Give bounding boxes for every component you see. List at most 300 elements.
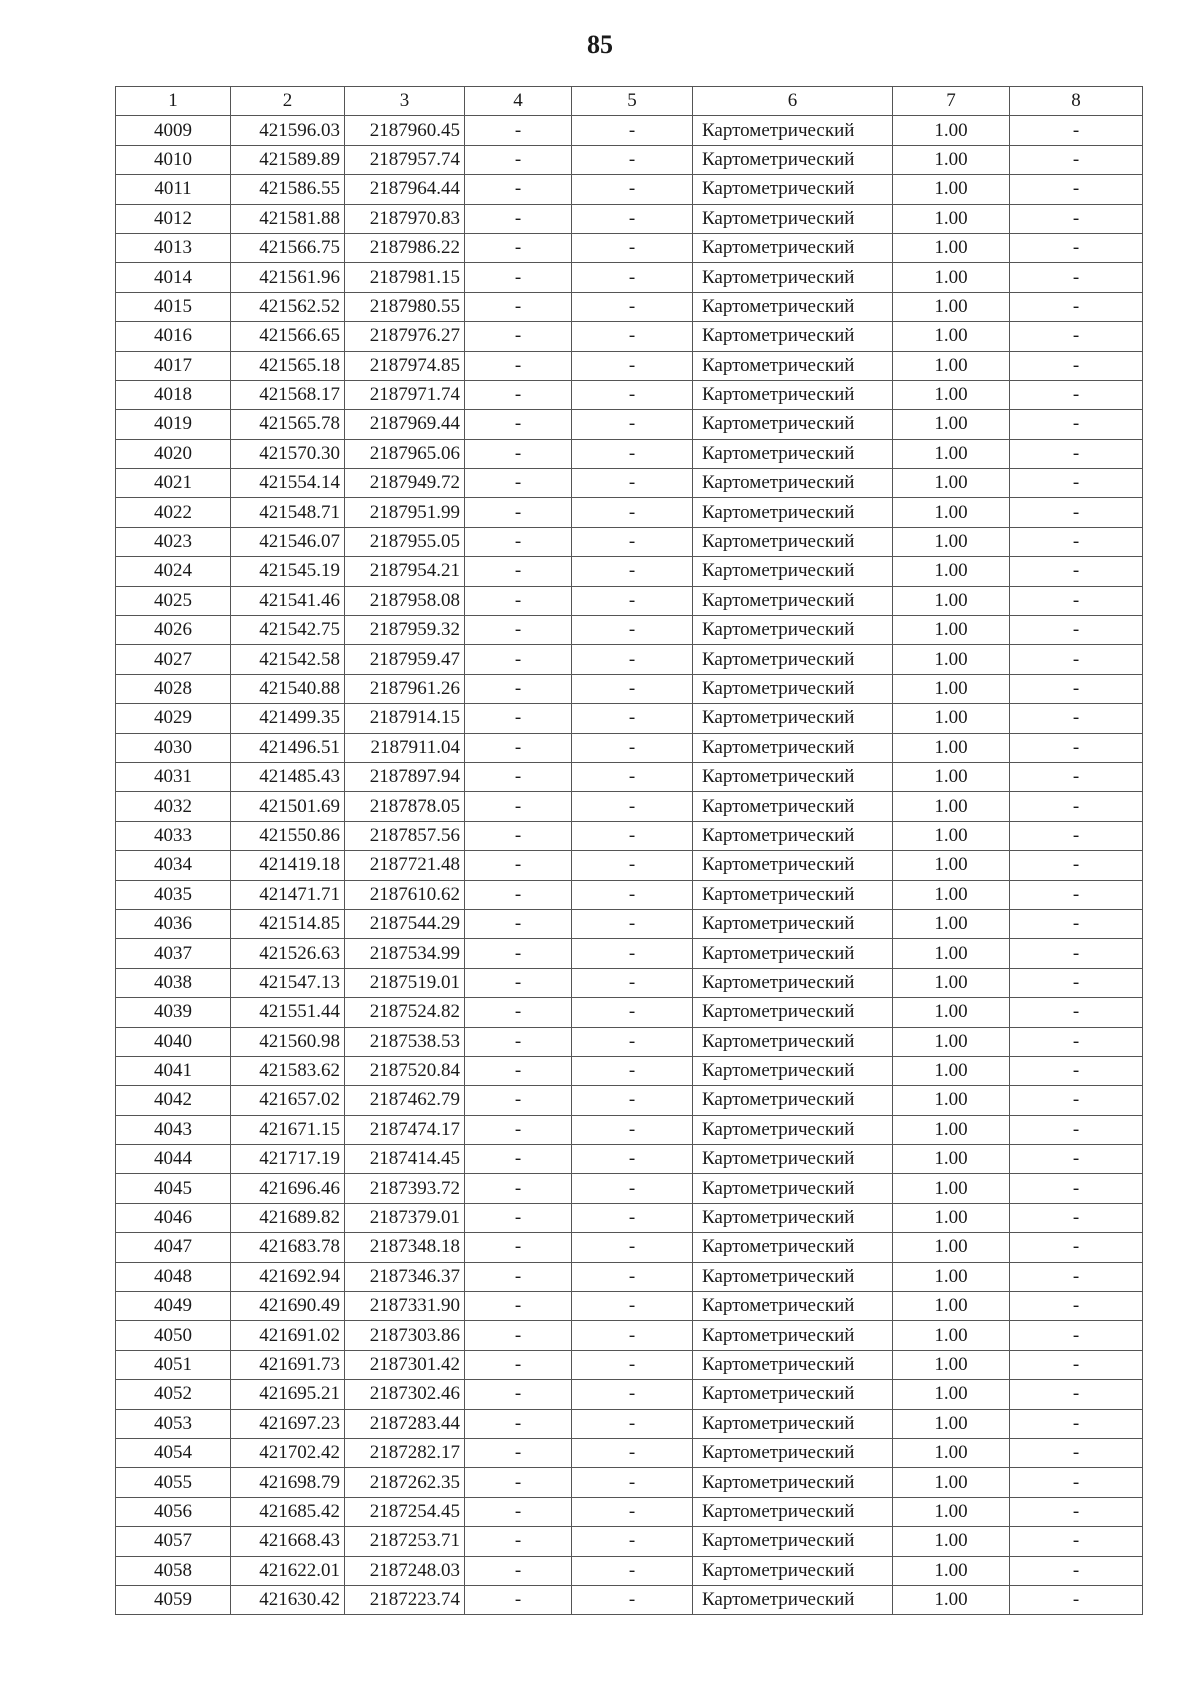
accuracy-cell: 1.00 bbox=[893, 1556, 1010, 1585]
col5-cell: - bbox=[572, 998, 693, 1027]
col5-cell: - bbox=[572, 439, 693, 468]
point-number-cell: 4046 bbox=[116, 1203, 231, 1232]
accuracy-cell: 1.00 bbox=[893, 880, 1010, 909]
x-coordinate-cell: 421717.19 bbox=[231, 1145, 345, 1174]
table-row bbox=[116, 704, 1143, 733]
method-cell: Картометрический bbox=[693, 1086, 893, 1115]
accuracy-cell: 1.00 bbox=[893, 292, 1010, 321]
col4-cell: - bbox=[465, 292, 572, 321]
x-coordinate-cell: 421542.75 bbox=[231, 616, 345, 645]
col4-cell: - bbox=[465, 909, 572, 938]
col4-cell: - bbox=[465, 851, 572, 880]
method-cell: Картометрический bbox=[693, 527, 893, 556]
table-row bbox=[116, 1468, 1143, 1497]
method-cell: Картометрический bbox=[693, 1321, 893, 1350]
point-number-cell: 4030 bbox=[116, 733, 231, 762]
x-coordinate-cell: 421690.49 bbox=[231, 1292, 345, 1321]
accuracy-cell: 1.00 bbox=[893, 733, 1010, 762]
table-row bbox=[116, 1203, 1143, 1232]
col8-cell: - bbox=[1010, 1262, 1143, 1291]
col8-cell: - bbox=[1010, 1350, 1143, 1379]
col4-cell: - bbox=[465, 1056, 572, 1085]
accuracy-cell: 1.00 bbox=[893, 851, 1010, 880]
col4-cell: - bbox=[465, 498, 572, 527]
col4-cell: - bbox=[465, 233, 572, 262]
col8-cell: - bbox=[1010, 1027, 1143, 1056]
method-cell: Картометрический bbox=[693, 410, 893, 439]
col8-cell: - bbox=[1010, 616, 1143, 645]
method-cell: Картометрический bbox=[693, 762, 893, 791]
col8-cell: - bbox=[1010, 1292, 1143, 1321]
method-cell: Картометрический bbox=[693, 645, 893, 674]
col5-cell: - bbox=[572, 116, 693, 145]
method-cell: Картометрический bbox=[693, 939, 893, 968]
y-coordinate-cell: 2187519.01 bbox=[345, 968, 465, 997]
table-row bbox=[116, 1086, 1143, 1115]
x-coordinate-cell: 421554.14 bbox=[231, 469, 345, 498]
point-number-cell: 4038 bbox=[116, 968, 231, 997]
point-number-cell: 4011 bbox=[116, 175, 231, 204]
x-coordinate-cell: 421691.02 bbox=[231, 1321, 345, 1350]
accuracy-cell: 1.00 bbox=[893, 821, 1010, 850]
x-coordinate-cell: 421696.46 bbox=[231, 1174, 345, 1203]
col8-cell: - bbox=[1010, 1086, 1143, 1115]
col4-cell: - bbox=[465, 1497, 572, 1526]
point-number-cell: 4023 bbox=[116, 527, 231, 556]
col8-cell: - bbox=[1010, 1145, 1143, 1174]
method-cell: Картометрический bbox=[693, 1527, 893, 1556]
y-coordinate-cell: 2187964.44 bbox=[345, 175, 465, 204]
y-coordinate-cell: 2187253.71 bbox=[345, 1527, 465, 1556]
accuracy-cell: 1.00 bbox=[893, 1438, 1010, 1467]
col4-cell: - bbox=[465, 616, 572, 645]
col5-cell: - bbox=[572, 733, 693, 762]
point-number-cell: 4024 bbox=[116, 557, 231, 586]
y-coordinate-cell: 2187980.55 bbox=[345, 292, 465, 321]
x-coordinate-cell: 421546.07 bbox=[231, 527, 345, 556]
method-cell: Картометрический bbox=[693, 704, 893, 733]
accuracy-cell: 1.00 bbox=[893, 645, 1010, 674]
x-coordinate-cell: 421622.01 bbox=[231, 1556, 345, 1585]
accuracy-cell: 1.00 bbox=[893, 1233, 1010, 1262]
col5-cell: - bbox=[572, 616, 693, 645]
method-cell: Картометрический bbox=[693, 204, 893, 233]
column-header: 1 bbox=[116, 87, 231, 116]
table-row bbox=[116, 1115, 1143, 1144]
point-number-cell: 4017 bbox=[116, 351, 231, 380]
y-coordinate-cell: 2187414.45 bbox=[345, 1145, 465, 1174]
column-header: 2 bbox=[231, 87, 345, 116]
x-coordinate-cell: 421485.43 bbox=[231, 762, 345, 791]
col5-cell: - bbox=[572, 1380, 693, 1409]
col8-cell: - bbox=[1010, 586, 1143, 615]
accuracy-cell: 1.00 bbox=[893, 322, 1010, 351]
point-number-cell: 4018 bbox=[116, 380, 231, 409]
col8-cell: - bbox=[1010, 1468, 1143, 1497]
point-number-cell: 4036 bbox=[116, 909, 231, 938]
x-coordinate-cell: 421550.86 bbox=[231, 821, 345, 850]
col4-cell: - bbox=[465, 645, 572, 674]
col4-cell: - bbox=[465, 1115, 572, 1144]
method-cell: Картометрический bbox=[693, 1203, 893, 1232]
point-number-cell: 4059 bbox=[116, 1585, 231, 1614]
col8-cell: - bbox=[1010, 704, 1143, 733]
col4-cell: - bbox=[465, 527, 572, 556]
page-number: 85 bbox=[587, 30, 613, 59]
col5-cell: - bbox=[572, 145, 693, 174]
col5-cell: - bbox=[572, 792, 693, 821]
table-row bbox=[116, 821, 1143, 850]
accuracy-cell: 1.00 bbox=[893, 909, 1010, 938]
col5-cell: - bbox=[572, 175, 693, 204]
accuracy-cell: 1.00 bbox=[893, 1145, 1010, 1174]
col5-cell: - bbox=[572, 851, 693, 880]
col5-cell: - bbox=[572, 1321, 693, 1350]
col4-cell: - bbox=[465, 263, 572, 292]
col4-cell: - bbox=[465, 704, 572, 733]
method-cell: Картометрический bbox=[693, 1292, 893, 1321]
y-coordinate-cell: 2187393.72 bbox=[345, 1174, 465, 1203]
method-cell: Картометрический bbox=[693, 175, 893, 204]
accuracy-cell: 1.00 bbox=[893, 792, 1010, 821]
y-coordinate-cell: 2187248.03 bbox=[345, 1556, 465, 1585]
point-number-cell: 4033 bbox=[116, 821, 231, 850]
accuracy-cell: 1.00 bbox=[893, 1174, 1010, 1203]
method-cell: Картометрический bbox=[693, 1468, 893, 1497]
y-coordinate-cell: 2187897.94 bbox=[345, 762, 465, 791]
accuracy-cell: 1.00 bbox=[893, 233, 1010, 262]
point-number-cell: 4057 bbox=[116, 1527, 231, 1556]
col8-cell: - bbox=[1010, 1527, 1143, 1556]
table-row bbox=[116, 1027, 1143, 1056]
x-coordinate-cell: 421689.82 bbox=[231, 1203, 345, 1232]
method-cell: Картометрический bbox=[693, 498, 893, 527]
col4-cell: - bbox=[465, 1203, 572, 1232]
col5-cell: - bbox=[572, 1409, 693, 1438]
method-cell: Картометрический bbox=[693, 1115, 893, 1144]
point-number-cell: 4040 bbox=[116, 1027, 231, 1056]
y-coordinate-cell: 2187524.82 bbox=[345, 998, 465, 1027]
x-coordinate-cell: 421565.78 bbox=[231, 410, 345, 439]
table-row bbox=[116, 410, 1143, 439]
table-row bbox=[116, 233, 1143, 262]
table-row bbox=[116, 733, 1143, 762]
col5-cell: - bbox=[572, 527, 693, 556]
col4-cell: - bbox=[465, 674, 572, 703]
accuracy-cell: 1.00 bbox=[893, 1380, 1010, 1409]
accuracy-cell: 1.00 bbox=[893, 1585, 1010, 1614]
x-coordinate-cell: 421565.18 bbox=[231, 351, 345, 380]
col8-cell: - bbox=[1010, 410, 1143, 439]
col8-cell: - bbox=[1010, 145, 1143, 174]
method-cell: Картометрический bbox=[693, 557, 893, 586]
column-header: 6 bbox=[693, 87, 893, 116]
col4-cell: - bbox=[465, 968, 572, 997]
x-coordinate-cell: 421668.43 bbox=[231, 1527, 345, 1556]
table-row bbox=[116, 1350, 1143, 1379]
col8-cell: - bbox=[1010, 1233, 1143, 1262]
table-row bbox=[116, 469, 1143, 498]
col4-cell: - bbox=[465, 1027, 572, 1056]
y-coordinate-cell: 2187949.72 bbox=[345, 469, 465, 498]
point-number-cell: 4050 bbox=[116, 1321, 231, 1350]
table-row bbox=[116, 1585, 1143, 1614]
point-number-cell: 4032 bbox=[116, 792, 231, 821]
x-coordinate-cell: 421570.30 bbox=[231, 439, 345, 468]
x-coordinate-cell: 421526.63 bbox=[231, 939, 345, 968]
method-cell: Картометрический bbox=[693, 851, 893, 880]
x-coordinate-cell: 421542.58 bbox=[231, 645, 345, 674]
method-cell: Картометрический bbox=[693, 821, 893, 850]
accuracy-cell: 1.00 bbox=[893, 998, 1010, 1027]
point-number-cell: 4047 bbox=[116, 1233, 231, 1262]
col5-cell: - bbox=[572, 880, 693, 909]
method-cell: Картометрический bbox=[693, 1350, 893, 1379]
column-header: 8 bbox=[1010, 87, 1143, 116]
col5-cell: - bbox=[572, 1027, 693, 1056]
table-row bbox=[116, 527, 1143, 556]
method-cell: Картометрический bbox=[693, 322, 893, 351]
x-coordinate-cell: 421560.98 bbox=[231, 1027, 345, 1056]
y-coordinate-cell: 2187262.35 bbox=[345, 1468, 465, 1497]
x-coordinate-cell: 421545.19 bbox=[231, 557, 345, 586]
col4-cell: - bbox=[465, 322, 572, 351]
y-coordinate-cell: 2187303.86 bbox=[345, 1321, 465, 1350]
x-coordinate-cell: 421496.51 bbox=[231, 733, 345, 762]
x-coordinate-cell: 421568.17 bbox=[231, 380, 345, 409]
table-row bbox=[116, 175, 1143, 204]
col8-cell: - bbox=[1010, 939, 1143, 968]
col5-cell: - bbox=[572, 1438, 693, 1467]
y-coordinate-cell: 2187911.04 bbox=[345, 733, 465, 762]
y-coordinate-cell: 2187986.22 bbox=[345, 233, 465, 262]
x-coordinate-cell: 421561.96 bbox=[231, 263, 345, 292]
point-number-cell: 4058 bbox=[116, 1556, 231, 1585]
y-coordinate-cell: 2187959.32 bbox=[345, 616, 465, 645]
point-number-cell: 4027 bbox=[116, 645, 231, 674]
method-cell: Картометрический bbox=[693, 1497, 893, 1526]
col8-cell: - bbox=[1010, 792, 1143, 821]
table-row bbox=[116, 586, 1143, 615]
col5-cell: - bbox=[572, 410, 693, 439]
method-cell: Картометрический bbox=[693, 469, 893, 498]
x-coordinate-cell: 421657.02 bbox=[231, 1086, 345, 1115]
table-row bbox=[116, 1438, 1143, 1467]
col8-cell: - bbox=[1010, 1203, 1143, 1232]
table-row bbox=[116, 968, 1143, 997]
col5-cell: - bbox=[572, 704, 693, 733]
y-coordinate-cell: 2187721.48 bbox=[345, 851, 465, 880]
x-coordinate-cell: 421566.65 bbox=[231, 322, 345, 351]
table-row bbox=[116, 1527, 1143, 1556]
point-number-cell: 4031 bbox=[116, 762, 231, 791]
column-header: 5 bbox=[572, 87, 693, 116]
col4-cell: - bbox=[465, 1585, 572, 1614]
col8-cell: - bbox=[1010, 645, 1143, 674]
accuracy-cell: 1.00 bbox=[893, 527, 1010, 556]
y-coordinate-cell: 2187379.01 bbox=[345, 1203, 465, 1232]
accuracy-cell: 1.00 bbox=[893, 1292, 1010, 1321]
table-row bbox=[116, 880, 1143, 909]
method-cell: Картометрический bbox=[693, 1174, 893, 1203]
col8-cell: - bbox=[1010, 263, 1143, 292]
table-row bbox=[116, 292, 1143, 321]
col8-cell: - bbox=[1010, 380, 1143, 409]
col5-cell: - bbox=[572, 292, 693, 321]
col4-cell: - bbox=[465, 792, 572, 821]
col8-cell: - bbox=[1010, 527, 1143, 556]
x-coordinate-cell: 421562.52 bbox=[231, 292, 345, 321]
col8-cell: - bbox=[1010, 1585, 1143, 1614]
table-row bbox=[116, 1056, 1143, 1085]
col5-cell: - bbox=[572, 1527, 693, 1556]
col4-cell: - bbox=[465, 821, 572, 850]
col8-cell: - bbox=[1010, 351, 1143, 380]
col5-cell: - bbox=[572, 586, 693, 615]
method-cell: Картометрический bbox=[693, 116, 893, 145]
method-cell: Картометрический bbox=[693, 1438, 893, 1467]
col5-cell: - bbox=[572, 1174, 693, 1203]
x-coordinate-cell: 421685.42 bbox=[231, 1497, 345, 1526]
accuracy-cell: 1.00 bbox=[893, 762, 1010, 791]
y-coordinate-cell: 2187878.05 bbox=[345, 792, 465, 821]
point-number-cell: 4028 bbox=[116, 674, 231, 703]
table-row bbox=[116, 1409, 1143, 1438]
col5-cell: - bbox=[572, 1115, 693, 1144]
col8-cell: - bbox=[1010, 469, 1143, 498]
point-number-cell: 4041 bbox=[116, 1056, 231, 1085]
y-coordinate-cell: 2187960.45 bbox=[345, 116, 465, 145]
accuracy-cell: 1.00 bbox=[893, 968, 1010, 997]
y-coordinate-cell: 2187951.99 bbox=[345, 498, 465, 527]
method-cell: Картометрический bbox=[693, 1233, 893, 1262]
col8-cell: - bbox=[1010, 968, 1143, 997]
y-coordinate-cell: 2187971.74 bbox=[345, 380, 465, 409]
x-coordinate-cell: 421501.69 bbox=[231, 792, 345, 821]
col8-cell: - bbox=[1010, 292, 1143, 321]
point-number-cell: 4025 bbox=[116, 586, 231, 615]
col8-cell: - bbox=[1010, 233, 1143, 262]
accuracy-cell: 1.00 bbox=[893, 145, 1010, 174]
col5-cell: - bbox=[572, 909, 693, 938]
col8-cell: - bbox=[1010, 1556, 1143, 1585]
col8-cell: - bbox=[1010, 762, 1143, 791]
col5-cell: - bbox=[572, 380, 693, 409]
accuracy-cell: 1.00 bbox=[893, 939, 1010, 968]
table-row bbox=[116, 145, 1143, 174]
col5-cell: - bbox=[572, 1233, 693, 1262]
accuracy-cell: 1.00 bbox=[893, 498, 1010, 527]
x-coordinate-cell: 421548.71 bbox=[231, 498, 345, 527]
table-row bbox=[116, 762, 1143, 791]
col5-cell: - bbox=[572, 1145, 693, 1174]
method-cell: Картометрический bbox=[693, 1262, 893, 1291]
accuracy-cell: 1.00 bbox=[893, 175, 1010, 204]
x-coordinate-cell: 421596.03 bbox=[231, 116, 345, 145]
col8-cell: - bbox=[1010, 821, 1143, 850]
col5-cell: - bbox=[572, 762, 693, 791]
x-coordinate-cell: 421540.88 bbox=[231, 674, 345, 703]
method-cell: Картометрический bbox=[693, 586, 893, 615]
point-number-cell: 4015 bbox=[116, 292, 231, 321]
point-number-cell: 4016 bbox=[116, 322, 231, 351]
coordinates-table bbox=[115, 86, 1143, 1615]
y-coordinate-cell: 2187970.83 bbox=[345, 204, 465, 233]
col5-cell: - bbox=[572, 469, 693, 498]
point-number-cell: 4009 bbox=[116, 116, 231, 145]
col8-cell: - bbox=[1010, 909, 1143, 938]
accuracy-cell: 1.00 bbox=[893, 1115, 1010, 1144]
y-coordinate-cell: 2187961.26 bbox=[345, 674, 465, 703]
y-coordinate-cell: 2187462.79 bbox=[345, 1086, 465, 1115]
y-coordinate-cell: 2187283.44 bbox=[345, 1409, 465, 1438]
col4-cell: - bbox=[465, 116, 572, 145]
table-row bbox=[116, 616, 1143, 645]
col8-cell: - bbox=[1010, 880, 1143, 909]
y-coordinate-cell: 2187301.42 bbox=[345, 1350, 465, 1379]
col8-cell: - bbox=[1010, 439, 1143, 468]
x-coordinate-cell: 421547.13 bbox=[231, 968, 345, 997]
y-coordinate-cell: 2187223.74 bbox=[345, 1585, 465, 1614]
table-row bbox=[116, 1233, 1143, 1262]
y-coordinate-cell: 2187954.21 bbox=[345, 557, 465, 586]
col5-cell: - bbox=[572, 1468, 693, 1497]
x-coordinate-cell: 421499.35 bbox=[231, 704, 345, 733]
x-coordinate-cell: 421419.18 bbox=[231, 851, 345, 880]
method-cell: Картометрический bbox=[693, 1585, 893, 1614]
y-coordinate-cell: 2187976.27 bbox=[345, 322, 465, 351]
table-row bbox=[116, 204, 1143, 233]
table-row bbox=[116, 380, 1143, 409]
y-coordinate-cell: 2187974.85 bbox=[345, 351, 465, 380]
col5-cell: - bbox=[572, 204, 693, 233]
table-row bbox=[116, 1174, 1143, 1203]
col5-cell: - bbox=[572, 233, 693, 262]
point-number-cell: 4022 bbox=[116, 498, 231, 527]
accuracy-cell: 1.00 bbox=[893, 1527, 1010, 1556]
table-header-row bbox=[116, 87, 1143, 116]
accuracy-cell: 1.00 bbox=[893, 469, 1010, 498]
method-cell: Картометрический bbox=[693, 880, 893, 909]
y-coordinate-cell: 2187544.29 bbox=[345, 909, 465, 938]
method-cell: Картометрический bbox=[693, 733, 893, 762]
y-coordinate-cell: 2187302.46 bbox=[345, 1380, 465, 1409]
col4-cell: - bbox=[465, 410, 572, 439]
point-number-cell: 4026 bbox=[116, 616, 231, 645]
col8-cell: - bbox=[1010, 1380, 1143, 1409]
col8-cell: - bbox=[1010, 1497, 1143, 1526]
col5-cell: - bbox=[572, 1585, 693, 1614]
y-coordinate-cell: 2187254.45 bbox=[345, 1497, 465, 1526]
method-cell: Картометрический bbox=[693, 968, 893, 997]
point-number-cell: 4037 bbox=[116, 939, 231, 968]
table-row bbox=[116, 557, 1143, 586]
col4-cell: - bbox=[465, 469, 572, 498]
point-number-cell: 4048 bbox=[116, 1262, 231, 1291]
col4-cell: - bbox=[465, 204, 572, 233]
col4-cell: - bbox=[465, 880, 572, 909]
x-coordinate-cell: 421514.85 bbox=[231, 909, 345, 938]
col4-cell: - bbox=[465, 1350, 572, 1379]
accuracy-cell: 1.00 bbox=[893, 1497, 1010, 1526]
accuracy-cell: 1.00 bbox=[893, 1056, 1010, 1085]
col4-cell: - bbox=[465, 1086, 572, 1115]
accuracy-cell: 1.00 bbox=[893, 410, 1010, 439]
point-number-cell: 4055 bbox=[116, 1468, 231, 1497]
col8-cell: - bbox=[1010, 1174, 1143, 1203]
col5-cell: - bbox=[572, 1086, 693, 1115]
col5-cell: - bbox=[572, 263, 693, 292]
